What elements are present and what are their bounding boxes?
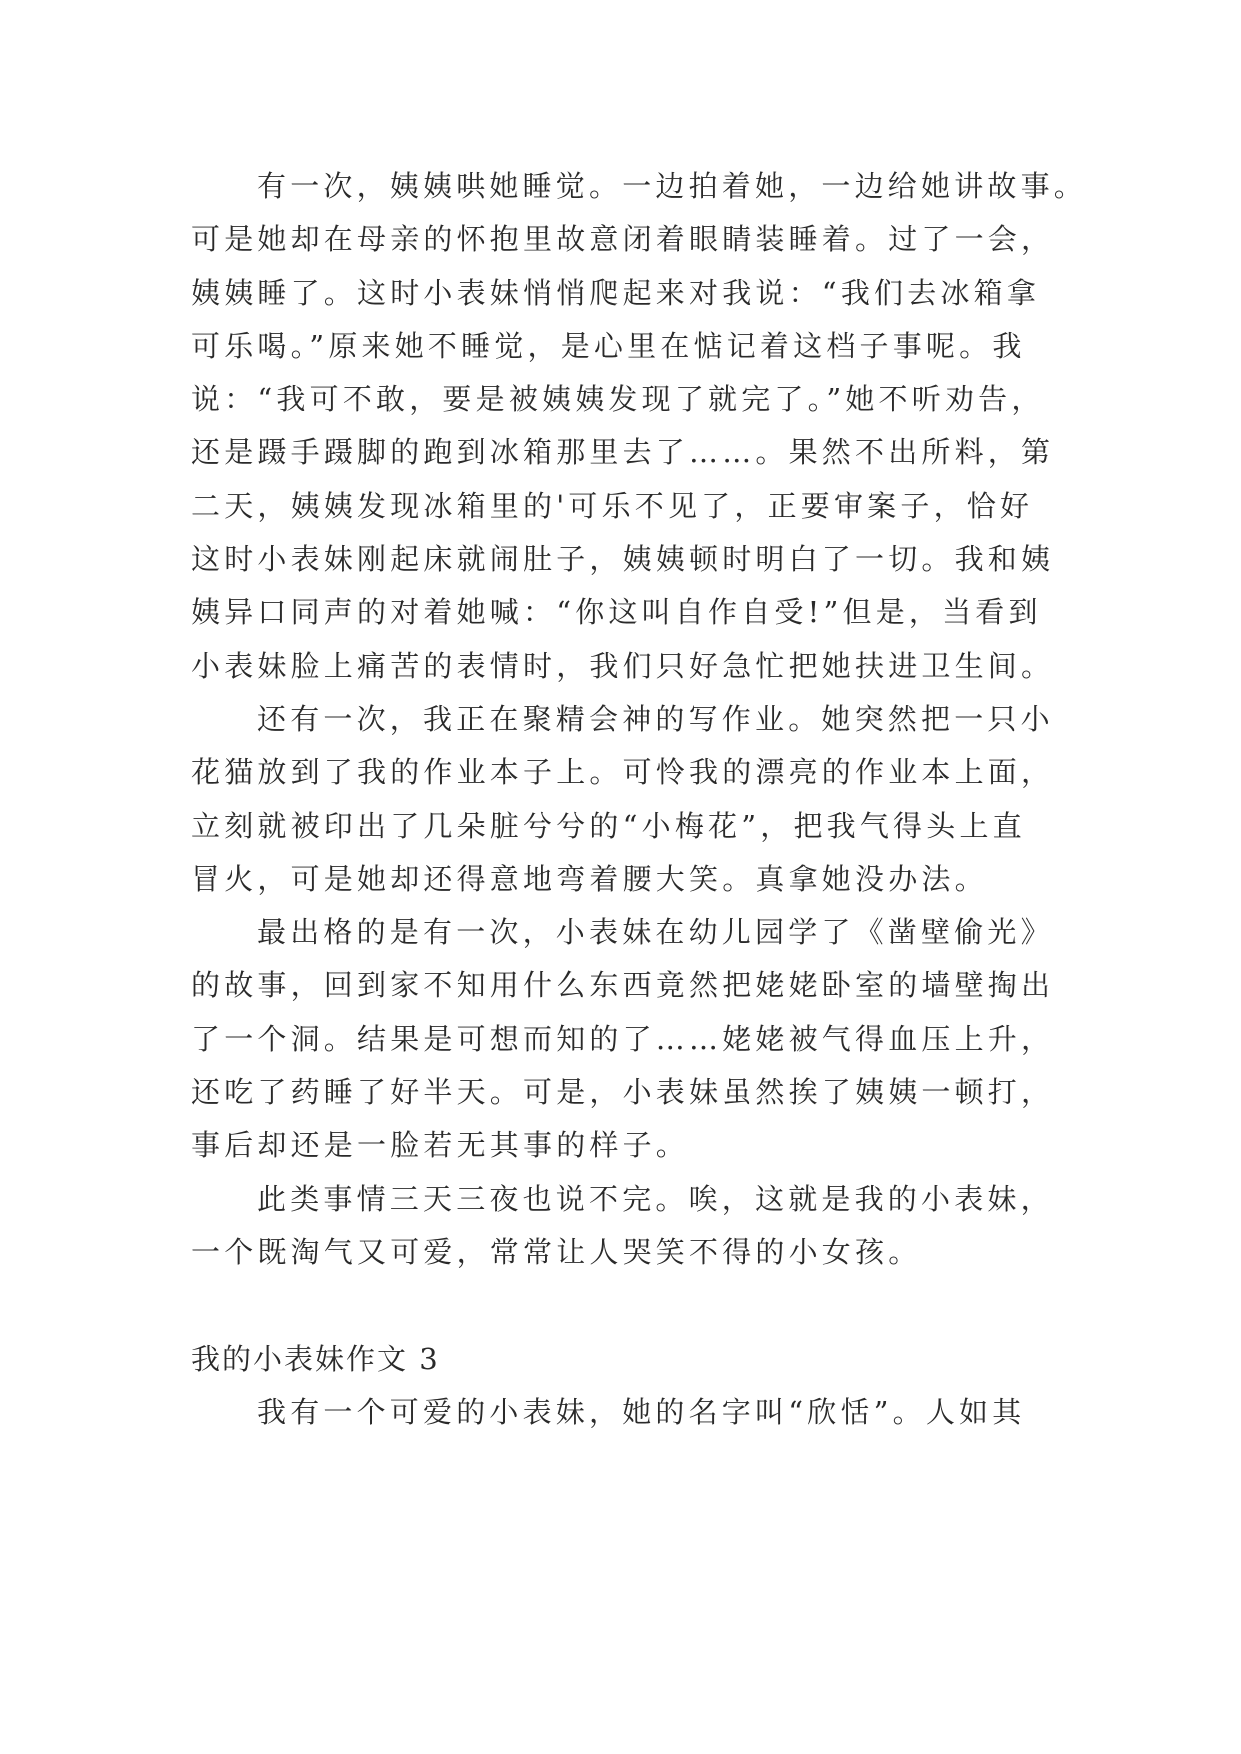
text-line: 小表妹脸上痛苦的表情时，我们只好急忙把她扶进卫生间。: [191, 648, 1055, 683]
section-heading: 我的小表妹作文 3: [191, 1341, 440, 1376]
text-line: 花猫放到了我的作业本子上。可怜我的漂亮的作业本上面，: [191, 755, 1055, 790]
paragraph: [191, 160, 1088, 693]
paragraph: [191, 1173, 1071, 1280]
text-line: 二天，姨姨发现冰箱里的'可乐不见了，正要审案子，恰好: [191, 488, 1034, 523]
text-line: 姨姨睡了。这时小表妹悄悄爬起来对我说：“我们去冰箱拿: [191, 275, 1041, 310]
text-line: 姨异口同声的对着她喊：“你这叫自作自受!”但是，当看到: [191, 595, 1042, 630]
text-line: 可乐喝。”原来她不睡觉，是心里在惦记着这档子事呢。我: [191, 328, 1026, 363]
text-line: 事后却还是一脸若无其事的样子。: [191, 1128, 690, 1163]
text-line: 一个既淘气又可爱，常常让人哭笑不得的小女孩。: [191, 1234, 922, 1269]
text-line: 冒火，可是她却还得意地弯着腰大笑。真拿她没办法。: [191, 861, 988, 896]
text-line: 有一次，姨姨哄她睡觉。一边拍着她，一边给她讲故事。: [257, 169, 1088, 203]
text-line: 说：“我可不敢，要是被姨姨发现了就完了。”她不听劝告，: [191, 382, 1045, 417]
blank-line: [191, 1279, 1071, 1332]
text-line: 立刻就被印出了几朵脏兮兮的“小梅花”，把我气得头上直: [191, 808, 1026, 843]
text-line: 可是她却在母亲的怀抱里故意闭着眼睛装睡着。过了一会，: [191, 222, 1055, 257]
text-line: 还吃了药睡了好半天。可是，小表妹虽然挨了姨姨一顿打，: [191, 1075, 1055, 1110]
text-line: 最出格的是有一次，小表妹在幼儿园学了《凿壁偷光》: [257, 915, 1054, 950]
paragraph: [191, 906, 1071, 1172]
paragraph: [191, 1386, 1071, 1439]
text-line: 我有一个可爱的小表妹，她的名字叫“欣恬”。人如其: [257, 1394, 1026, 1429]
paragraph: [191, 693, 1071, 906]
text-line: 此类事情三天三夜也说不完。唉，这就是我的小表妹，: [257, 1181, 1054, 1216]
text-line: 还有一次，我正在聚精会神的写作业。她突然把一只小: [257, 701, 1054, 736]
text-line: 的故事，回到家不知用什么东西竟然把姥姥卧室的墙壁掏出: [191, 968, 1055, 1003]
document-body: [191, 160, 1088, 1439]
text-line: 还是蹑手蹑脚的跑到冰箱那里去了……。果然不出所料，第: [191, 435, 1055, 470]
text-line: 这时小表妹刚起床就闹肚子，姨姨顿时明白了一切。我和姨: [191, 542, 1055, 577]
text-line: 了一个洞。结果是可想而知的了……姥姥被气得血压上升，: [191, 1021, 1055, 1056]
